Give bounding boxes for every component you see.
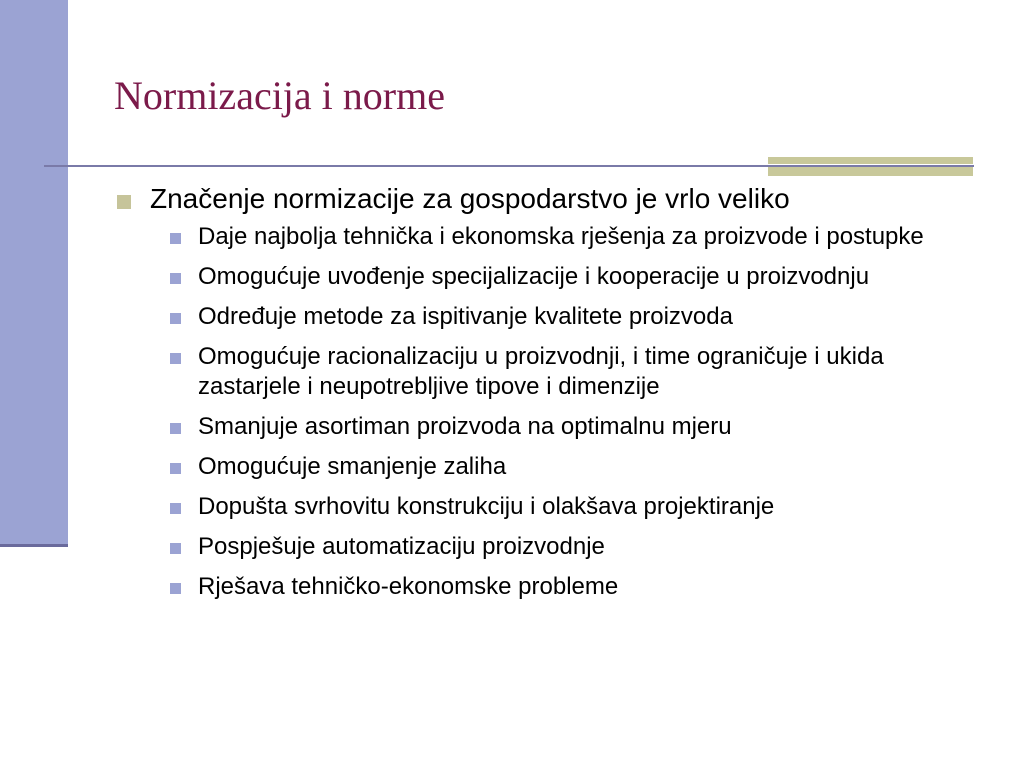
sub-bullet-item	[112, 452, 972, 482]
square-bullet-icon	[170, 543, 181, 554]
accent-stripe-top	[768, 157, 973, 164]
sub-bullet-item	[112, 342, 972, 402]
sub-bullet-item	[112, 302, 972, 332]
sub-bullet-list	[112, 222, 972, 602]
sub-bullet-text: Određuje metode za ispitivanje kvalitete proizvoda	[198, 303, 733, 330]
sub-bullet-text: Omogućuje smanjenje zaliha	[198, 453, 507, 480]
sub-bullet-text: Daje najbolja tehnička i ekonomska rješenja za proizvode i postupke	[198, 223, 924, 250]
side-decor-bar	[0, 0, 68, 546]
square-bullet-icon	[170, 583, 181, 594]
sub-bullet-item	[112, 262, 972, 292]
sub-bullet-text: Omogućuje uvođenje specijalizacije i kooperacije u proizvodnju	[198, 263, 870, 290]
sub-bullet-text: Dopušta svrhovitu konstrukciju i olakšava projektiranje	[198, 493, 775, 520]
sub-bullet-item	[112, 492, 972, 522]
square-bullet-icon	[170, 353, 181, 364]
slide-body	[112, 182, 972, 612]
sub-bullet-text: Omogućuje racionalizaciju u proizvodnji, i time ograničuje i ukida zastarjele i neupotrebljive tipove i dimenzije	[198, 343, 884, 400]
square-bullet-icon	[170, 423, 181, 434]
square-bullet-icon	[170, 233, 181, 244]
square-bullet-icon	[170, 273, 181, 284]
sub-bullet-item	[112, 412, 972, 442]
main-bullet-item	[112, 182, 972, 216]
sub-bullet-item	[112, 222, 972, 252]
accent-stripe-bottom	[768, 167, 973, 176]
accent-stripes	[768, 157, 973, 177]
slide-title: Normizacija i norme	[114, 73, 445, 118]
square-bullet-icon	[117, 195, 131, 209]
square-bullet-icon	[170, 313, 181, 324]
sub-bullet-text: Smanjuje asortiman proizvoda na optimalnu mjeru	[198, 413, 732, 440]
square-bullet-icon	[170, 463, 181, 474]
main-bullet-text: Značenje normizacije za gospodarstvo je vrlo veliko	[150, 183, 790, 214]
sub-bullet-item	[112, 572, 972, 602]
sub-bullet-text: Pospješuje automatizaciju proizvodnje	[198, 533, 605, 560]
side-decor-bar-edge	[0, 544, 68, 547]
sub-bullet-text: Rješava tehničko-ekonomske probleme	[198, 573, 619, 600]
square-bullet-icon	[170, 503, 181, 514]
sub-bullet-item	[112, 532, 972, 562]
